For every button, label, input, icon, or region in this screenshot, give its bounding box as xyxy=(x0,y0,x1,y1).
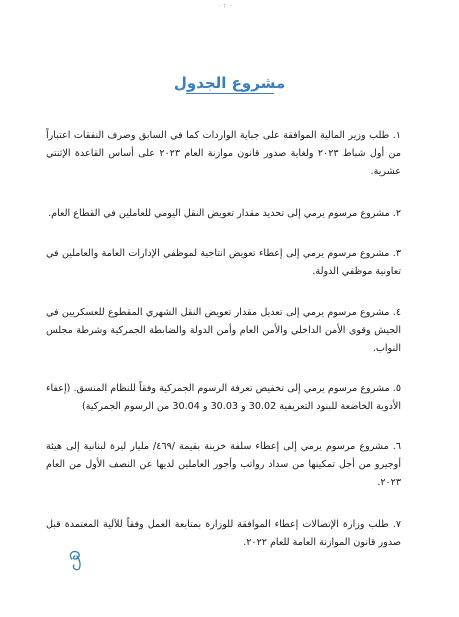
agenda-item-6 xyxy=(46,438,401,492)
item-text: مشروع مرسوم يرمي إلى تخفيض تعرفة الرسوم الجمركية وفقاً للنظام المنسق. (إعفاء الأدوية الخاضعة للبنود التعريفية 30.02 و 30.03 و 30.04 من الرسوم الجمركية) xyxy=(46,383,401,412)
page-number-mark: - ٢ - xyxy=(218,2,232,10)
signature-mark xyxy=(66,548,92,572)
item-text: طلب وزارة الإتصالات إعطاء الموافقة للوزارة بمتابعة العمل وفقاً للآلية المعتمدة قبل صدور قانون الموازنة العامة للعام ٢٠٢٢. xyxy=(46,519,401,548)
item-number: ٤. xyxy=(392,307,401,318)
item-number: ١. xyxy=(392,130,401,141)
title-underline xyxy=(186,93,274,94)
agenda-item-1 xyxy=(46,127,401,181)
item-number: ٢. xyxy=(392,208,401,219)
agenda-item-5 xyxy=(46,380,401,416)
item-number: ٥. xyxy=(392,383,401,394)
agenda-item-7 xyxy=(46,516,401,552)
agenda-item-2 xyxy=(46,205,401,223)
item-number: ٧. xyxy=(392,519,401,530)
item-text: طلب وزير المالية الموافقة على جباية الواردات كما في السابق وصرف النفقات اعتباراً من أول شباط ٢٠٢٣ ولغاية صدور قانون موازنة العام ٢٠٢٣ على أساس القاعدة الإثنتي عشرية. xyxy=(46,130,401,177)
agenda-item-4 xyxy=(46,304,401,358)
item-number: ٣. xyxy=(392,248,401,259)
item-number: ٦. xyxy=(392,441,401,452)
page-title: مشروع الجدول xyxy=(173,74,286,92)
item-text: مشروع مرسوم يرمي إلى تحديد مقدار تعويض النقل اليومي للعاملين في القطاع العام. xyxy=(48,208,390,219)
agenda-item-3 xyxy=(46,245,401,281)
item-text: مشروع مرسوم يرمي إلى تعديل مقدار تعويض النقل الشهري المقطوع للعسكريين في الجيش وقوى الأمن الداخلي والأمن العام وأمن الدولة والضابطة الجمركية وشرطة مجلس النواب. xyxy=(46,307,401,354)
item-text: مشروع مرسوم يرمي إلى إعطاء سلفة خزينة بقيمة /٤٦٩/ مليار ليرة لبنانية إلى هيئة أوجيرو من أجل تمكينها من سداد رواتب وأجور العاملين لديها عن النصف الأول من العام ٢٠٢٣. xyxy=(46,441,401,488)
item-text: مشروع مرسوم يرمي إلى إعطاء تعويض انتاجية لموظفي الإدارات العامة والعاملين في تعاونية موظفي الدولة. xyxy=(46,248,401,277)
